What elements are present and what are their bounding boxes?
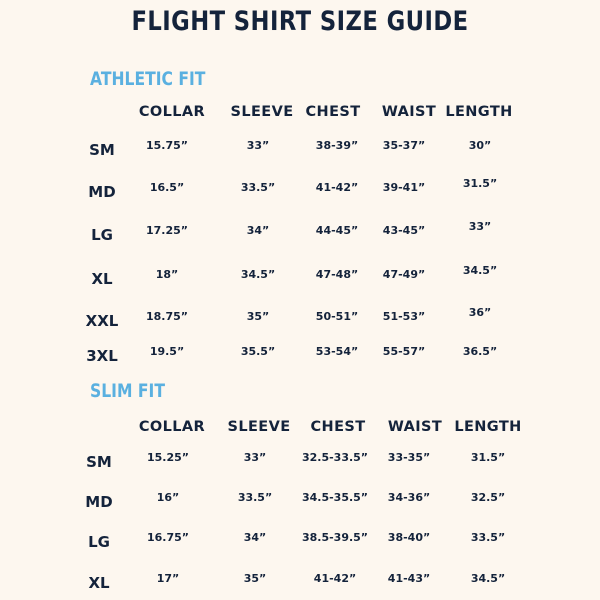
athletic-cell-length: 34.5” — [462, 264, 498, 277]
athletic-cell-waist: 39-41” — [382, 181, 426, 194]
slim-cell-sleeve: 35” — [243, 572, 267, 585]
athletic-cell-collar: 19.5” — [149, 345, 185, 358]
slim-cell-waist: 38-40” — [387, 531, 431, 544]
athletic-cell-sleeve: 35” — [246, 310, 270, 323]
athletic-cell-collar: 17.25” — [145, 224, 189, 237]
athletic-cell-length: 30” — [468, 139, 492, 152]
athletic-cell-chest: 44-45” — [315, 224, 359, 237]
athletic-fit-title: ATHLETIC FIT — [90, 68, 206, 90]
athletic-cell-collar: 15.75” — [145, 139, 189, 152]
athletic-cell-length: 31.5” — [462, 177, 498, 190]
athletic-cell-collar: 18” — [155, 268, 179, 281]
slim-header-length: LENGTH — [454, 419, 522, 435]
slim-cell-length: 33.5” — [470, 531, 506, 544]
athletic-cell-chest: 47-48” — [315, 268, 359, 281]
slim-cell-collar: 15.25” — [146, 451, 190, 464]
athletic-cell-waist: 43-45” — [382, 224, 426, 237]
slim-cell-collar: 17” — [156, 572, 180, 585]
slim-fit-title: SLIM FIT — [90, 380, 165, 402]
athletic-size-label: 3XL — [86, 347, 118, 365]
athletic-cell-length: 36” — [468, 306, 492, 319]
athletic-header-length: LENGTH — [445, 104, 513, 120]
athletic-cell-waist: 51-53” — [382, 310, 426, 323]
slim-cell-chest: 32.5-33.5” — [301, 451, 369, 464]
athletic-cell-sleeve: 33.5” — [240, 181, 276, 194]
slim-header-waist: WAIST — [387, 419, 443, 435]
athletic-cell-sleeve: 34.5” — [240, 268, 276, 281]
slim-cell-chest: 38.5-39.5” — [301, 531, 369, 544]
athletic-size-label: LG — [91, 226, 113, 244]
slim-cell-collar: 16” — [156, 491, 180, 504]
athletic-cell-collar: 18.75” — [145, 310, 189, 323]
slim-cell-collar: 16.75” — [146, 531, 190, 544]
athletic-header-collar: COLLAR — [138, 104, 206, 120]
slim-header-sleeve: SLEEVE — [227, 419, 291, 435]
athletic-size-label: XXL — [85, 312, 119, 330]
slim-cell-sleeve: 34” — [243, 531, 267, 544]
slim-cell-waist: 34-36” — [387, 491, 431, 504]
slim-cell-sleeve: 33” — [243, 451, 267, 464]
athletic-cell-chest: 41-42” — [315, 181, 359, 194]
slim-size-label: SM — [86, 453, 112, 471]
athletic-cell-length: 36.5” — [462, 345, 498, 358]
slim-cell-length: 31.5” — [470, 451, 506, 464]
athletic-cell-waist: 55-57” — [382, 345, 426, 358]
athletic-cell-length: 33” — [468, 220, 492, 233]
slim-header-chest: CHEST — [310, 419, 366, 435]
slim-size-label: XL — [88, 574, 110, 592]
slim-cell-sleeve: 33.5” — [237, 491, 273, 504]
athletic-header-chest: CHEST — [305, 104, 361, 120]
athletic-size-label: XL — [91, 270, 113, 288]
slim-size-label: LG — [88, 533, 110, 551]
athletic-cell-sleeve: 33” — [246, 139, 270, 152]
slim-cell-chest: 41-42” — [313, 572, 357, 585]
athletic-cell-waist: 47-49” — [382, 268, 426, 281]
athletic-header-sleeve: SLEEVE — [230, 104, 294, 120]
slim-cell-length: 32.5” — [470, 491, 506, 504]
slim-cell-waist: 33-35” — [387, 451, 431, 464]
athletic-cell-waist: 35-37” — [382, 139, 426, 152]
athletic-cell-chest: 38-39” — [315, 139, 359, 152]
athletic-cell-collar: 16.5” — [149, 181, 185, 194]
slim-header-collar: COLLAR — [138, 419, 206, 435]
athletic-cell-sleeve: 35.5” — [240, 345, 276, 358]
slim-cell-waist: 41-43” — [387, 572, 431, 585]
athletic-cell-sleeve: 34” — [246, 224, 270, 237]
athletic-cell-chest: 53-54” — [315, 345, 359, 358]
slim-cell-chest: 34.5-35.5” — [301, 491, 369, 504]
page-title: FLIGHT SHIRT SIZE GUIDE — [131, 6, 469, 37]
slim-cell-length: 34.5” — [470, 572, 506, 585]
athletic-header-waist: WAIST — [381, 104, 437, 120]
athletic-size-label: SM — [89, 141, 115, 159]
athletic-size-label: MD — [88, 183, 116, 201]
athletic-cell-chest: 50-51” — [315, 310, 359, 323]
slim-size-label: MD — [85, 493, 113, 511]
